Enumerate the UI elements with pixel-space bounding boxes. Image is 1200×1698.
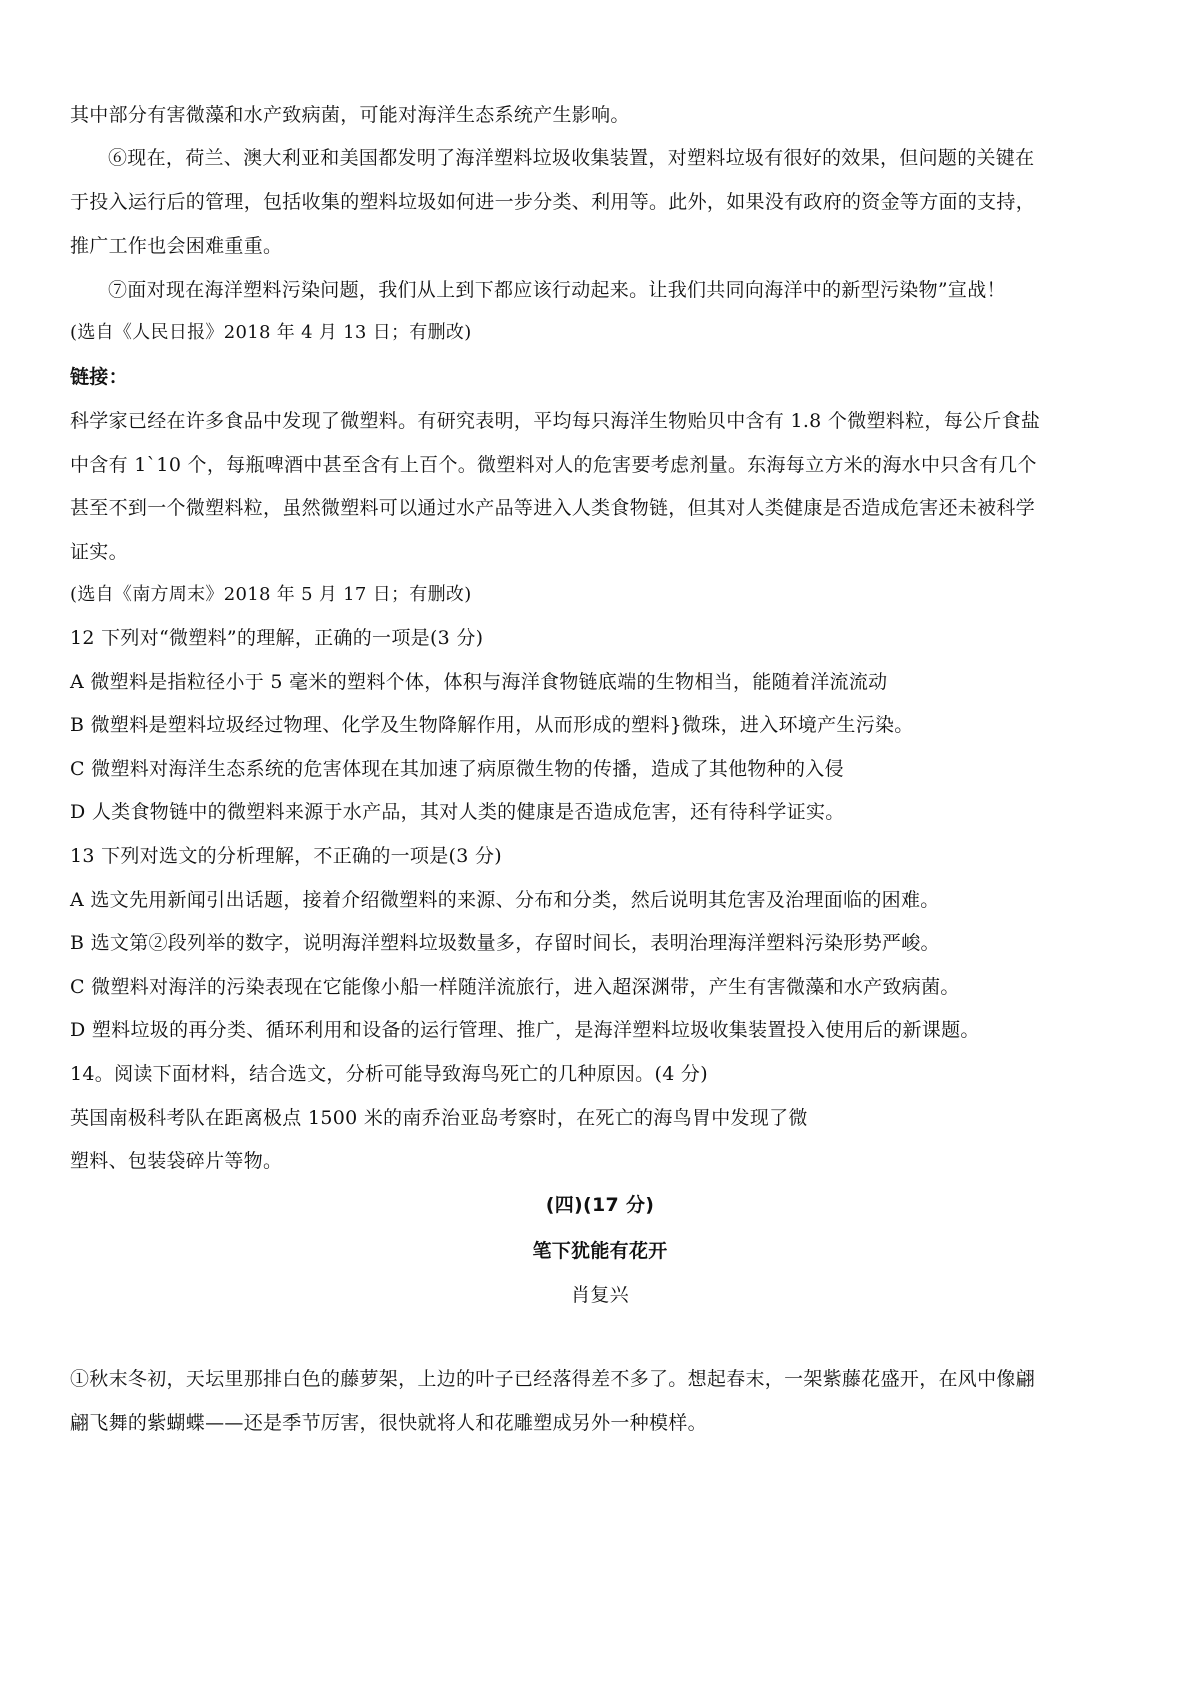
essay-paragraph-1-line-1: ①秋末冬初，天坛里那排白色的藤萝架，上边的叶子已经落得差不多了。想起春末，一架紫藤花盛开，在风中像翩 — [70, 1368, 1036, 1390]
article-continuation: 其中部分有害微藻和水产致病菌，可能对海洋生态系统产生影响。 — [70, 104, 630, 126]
link-source: (选自《南方周末》2018 年 5 月 17 日；有删改) — [70, 584, 472, 605]
paragraph-6-line-3: 推广工作也会困难重重。 — [70, 235, 283, 257]
question-12-option-b: B 微塑料是塑料垃圾经过物理、化学及生物降解作用，从而形成的塑料}微珠，进入环境产生污染。 — [70, 714, 914, 736]
link-line-4: 证实。 — [70, 541, 128, 563]
paragraph-6-line-1: ⑥现在，荷兰、澳大利亚和美国都发明了海洋塑料垃圾收集装置，对塑料垃圾有很好的效果，但问题的关键在 — [108, 147, 1035, 169]
question-12-stem: 12 下列对“微塑料”的理解，正确的一项是(3 分) — [70, 627, 484, 649]
paragraph-6-line-2: 于投入运行后的管理，包括收集的塑料垃圾如何进一步分类、利用等。此外，如果没有政府的资金等方面的支持， — [70, 191, 1036, 213]
question-13-option-b: B 选文第②段列举的数字，说明海洋塑料垃圾数量多，存留时间长，表明治理海洋塑料污染形势严峻。 — [70, 932, 940, 954]
essay-title: 笔下犹能有花开 — [532, 1240, 668, 1262]
link-heading: 链接： — [70, 366, 128, 388]
question-13-option-d: D 塑料垃圾的再分类、循环利用和设备的运行管理、推广，是海洋塑料垃圾收集装置投入使用后的新课题。 — [70, 1019, 980, 1041]
question-12-option-c: C 微塑料对海洋生态系统的危害体现在其加速了病原微生物的传播，造成了其他物种的入侵 — [70, 758, 844, 780]
link-line-2: 中含有 1`10 个，每瓶啤酒中甚至含有上百个。微塑料对人的危害要考虑剂量。东海每立方米的海水中只含有几个 — [70, 454, 1037, 476]
question-13-option-c: C 微塑料对海洋的污染表现在它能像小船一样随洋流旅行，进入超深渊带，产生有害微藻和水产致病菌。 — [70, 976, 960, 998]
essay-author: 肖复兴 — [571, 1284, 629, 1306]
link-line-3: 甚至不到一个微塑料粒，虽然微塑料可以通过水产品等进入人类食物链，但其对人类健康是否造成危害还未被科学 — [70, 497, 1036, 519]
section-4-header: (四)(17 分) — [545, 1194, 655, 1216]
question-13-option-a: A 选文先用新闻引出话题，接着介绍微塑料的来源、分布和分类，然后说明其危害及治理面临的困难。 — [70, 889, 940, 911]
link-line-1: 科学家已经在许多食品中发现了微塑料。有研究表明，平均每只海洋生物贻贝中含有 1.8 个微塑料粒，每公斤食盐 — [70, 410, 1041, 432]
question-13-stem: 13 下列对选文的分析理解，不正确的一项是(3 分) — [70, 845, 502, 867]
question-12-option-d: D 人类食物链中的微塑料来源于水产品，其对人类的健康是否造成危害，还有待科学证实。 — [70, 801, 845, 823]
paragraph-7: ⑦面对现在海洋塑料污染问题，我们从上到下都应该行动起来。让我们共同向海洋中的新型污染物”宣战！ — [108, 279, 1006, 301]
question-14-stem: 14。阅读下面材料，结合选文，分析可能导致海鸟死亡的几种原因。(4 分) — [70, 1063, 708, 1085]
question-14-material-line-2: 塑料、包装袋碎片等物。 — [70, 1150, 283, 1172]
essay-paragraph-1-line-2: 翩飞舞的紫蝴蝶——还是季节厉害，很快就将人和花雕塑成另外一种模样。 — [70, 1412, 707, 1434]
article-source: (选自《人民日报》2018 年 4 月 13 日；有删改) — [70, 322, 472, 343]
question-12-option-a: A 微塑料是指粒径小于 5 毫米的塑料个体，体积与海洋食物链底端的生物相当，能随着洋流流动 — [70, 671, 888, 693]
question-14-material-line-1: 英国南极科考队在距离极点 1500 米的南乔治亚岛考察时，在死亡的海鸟胃中发现了微 — [70, 1107, 808, 1129]
